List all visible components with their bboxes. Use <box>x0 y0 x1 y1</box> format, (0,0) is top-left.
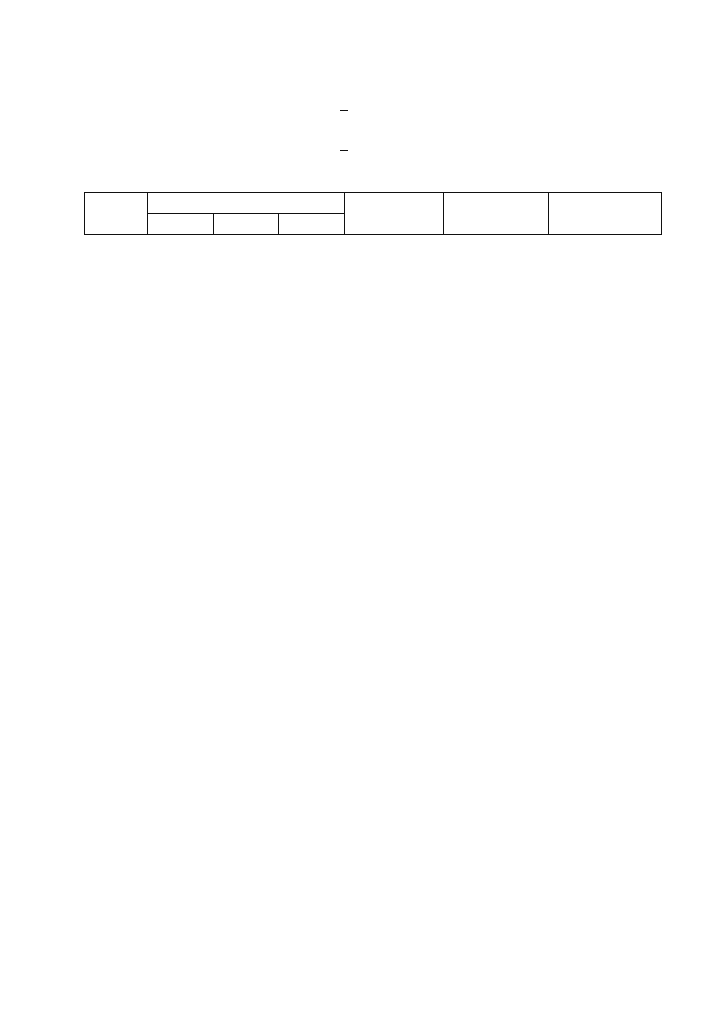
table-header-dilution-1 <box>148 214 214 235</box>
formula-2 <box>82 110 662 188</box>
table-header-dilution-2 <box>213 214 279 235</box>
table-header-total <box>444 193 549 235</box>
formula-fraction-1 <box>340 110 348 111</box>
example-table <box>84 192 662 235</box>
formula-fraction-1-numerator <box>340 110 348 111</box>
table-header-ratio <box>345 193 444 235</box>
formula-fraction-2 <box>340 150 348 151</box>
table-header-case <box>85 193 148 235</box>
table-header-report <box>549 193 662 235</box>
document-body <box>82 100 662 235</box>
table-header-dilution-3 <box>279 214 345 235</box>
formula-fraction-2-numerator <box>340 150 348 151</box>
table-header-dilution-group <box>148 193 345 214</box>
